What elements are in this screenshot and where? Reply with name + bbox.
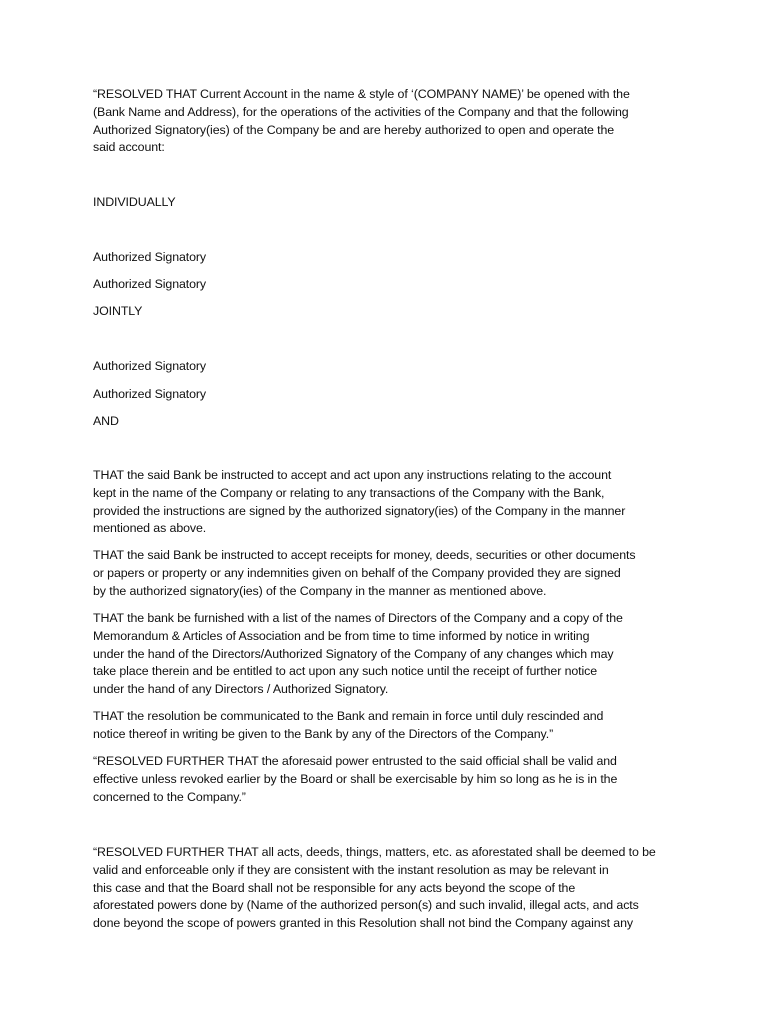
individual-signatory-1 <box>93 249 683 267</box>
text-line: Authorized Signatory <box>93 387 207 401</box>
text-line: Memorandum & Articles of Association and be from time to time informed by notice in writing <box>93 628 590 643</box>
further-acts-paragraph <box>93 844 683 933</box>
text-line: effective unless revoked earlier by the Board or shall be exercisable by him so long as he is in the <box>93 771 618 786</box>
resolution-opening-paragraph <box>93 86 683 157</box>
text-line: (Bank Name and Address), for the operations of the activities of the Company and that the following <box>93 104 629 119</box>
text-line: “RESOLVED FURTHER THAT the aforesaid power entrusted to the said official shall be valid and <box>93 754 617 768</box>
communicated-paragraph <box>93 708 683 744</box>
text-line: THAT the said Bank be instructed to accept receipts for money, deeds, securities or other documents <box>93 548 636 562</box>
text-line: THAT the said Bank be instructed to accept and act upon any instructions relating to the account <box>93 468 612 482</box>
text-line: aforestated powers done by (Name of the authorized person(s) and such invalid, illegal acts, and acts <box>93 898 639 913</box>
text-line: under the hand of the Directors/Authorized Signatory of the Company of any changes which may <box>93 646 614 661</box>
text-line: take place therein and be entitled to act upon any such notice until the receipt of further notice <box>93 664 598 679</box>
text-line: Authorized Signatory <box>93 250 207 264</box>
text-line: provided the instructions are signed by the authorized signatory(ies) of the Company in the manner <box>93 503 626 518</box>
joint-signatory-2 <box>93 386 683 404</box>
text-line: notice thereof in writing be given to the Bank by any of the Directors of the Company.” <box>93 726 554 741</box>
text-line: Authorized Signatory <box>93 359 207 373</box>
joint-signatory-1 <box>93 358 683 376</box>
text-line: AND <box>93 414 119 428</box>
text-line: kept in the name of the Company or relating to any transactions of the Company with the Bank, <box>93 485 605 500</box>
text-line: “RESOLVED FURTHER THAT all acts, deeds, things, matters, etc. as aforestated shall be deemed to be <box>93 845 656 859</box>
text-line: valid and enforceable only if they are consistent with the instant resolution as may be relevant in <box>93 862 609 877</box>
jointly-heading <box>93 303 683 321</box>
directors-paragraph <box>93 610 683 699</box>
further-power-paragraph <box>93 753 683 806</box>
text-line: done beyond the scope of powers granted in this Resolution shall not bind the Company against any <box>93 916 633 931</box>
text-line: mentioned as above. <box>93 521 207 536</box>
text-line: under the hand of any Directors / Authorized Signatory. <box>93 682 389 697</box>
text-line: this case and that the Board shall not be responsible for any acts beyond the scope of the <box>93 880 576 895</box>
text-line: said account: <box>93 140 165 155</box>
text-line: or papers or property or any indemnities given on behalf of the Company provided they are signed <box>93 565 621 580</box>
text-line: concerned to the Company.” <box>93 789 246 804</box>
text-line: by the authorized signatory(ies) of the Company in the manner as mentioned above. <box>93 583 547 598</box>
text-line: INDIVIDUALLY <box>93 195 176 209</box>
individually-heading <box>93 194 683 212</box>
instructions-paragraph <box>93 467 683 538</box>
text-line: Authorized Signatory <box>93 277 207 291</box>
individual-signatory-2 <box>93 276 683 294</box>
text-line: JOINTLY <box>93 304 143 318</box>
text-line: THAT the resolution be communicated to the Bank and remain in force until duly rescinded and <box>93 709 604 723</box>
text-line: “RESOLVED THAT Current Account in the name & style of ‘(COMPANY NAME)’ be opened with the <box>93 87 630 101</box>
text-line: THAT the bank be furnished with a list of the names of Directors of the Company and a copy of the <box>93 611 623 625</box>
text-line: Authorized Signatory(ies) of the Company be and are hereby authorized to open and operate the <box>93 122 615 137</box>
receipts-paragraph <box>93 547 683 600</box>
and-heading <box>93 413 683 431</box>
